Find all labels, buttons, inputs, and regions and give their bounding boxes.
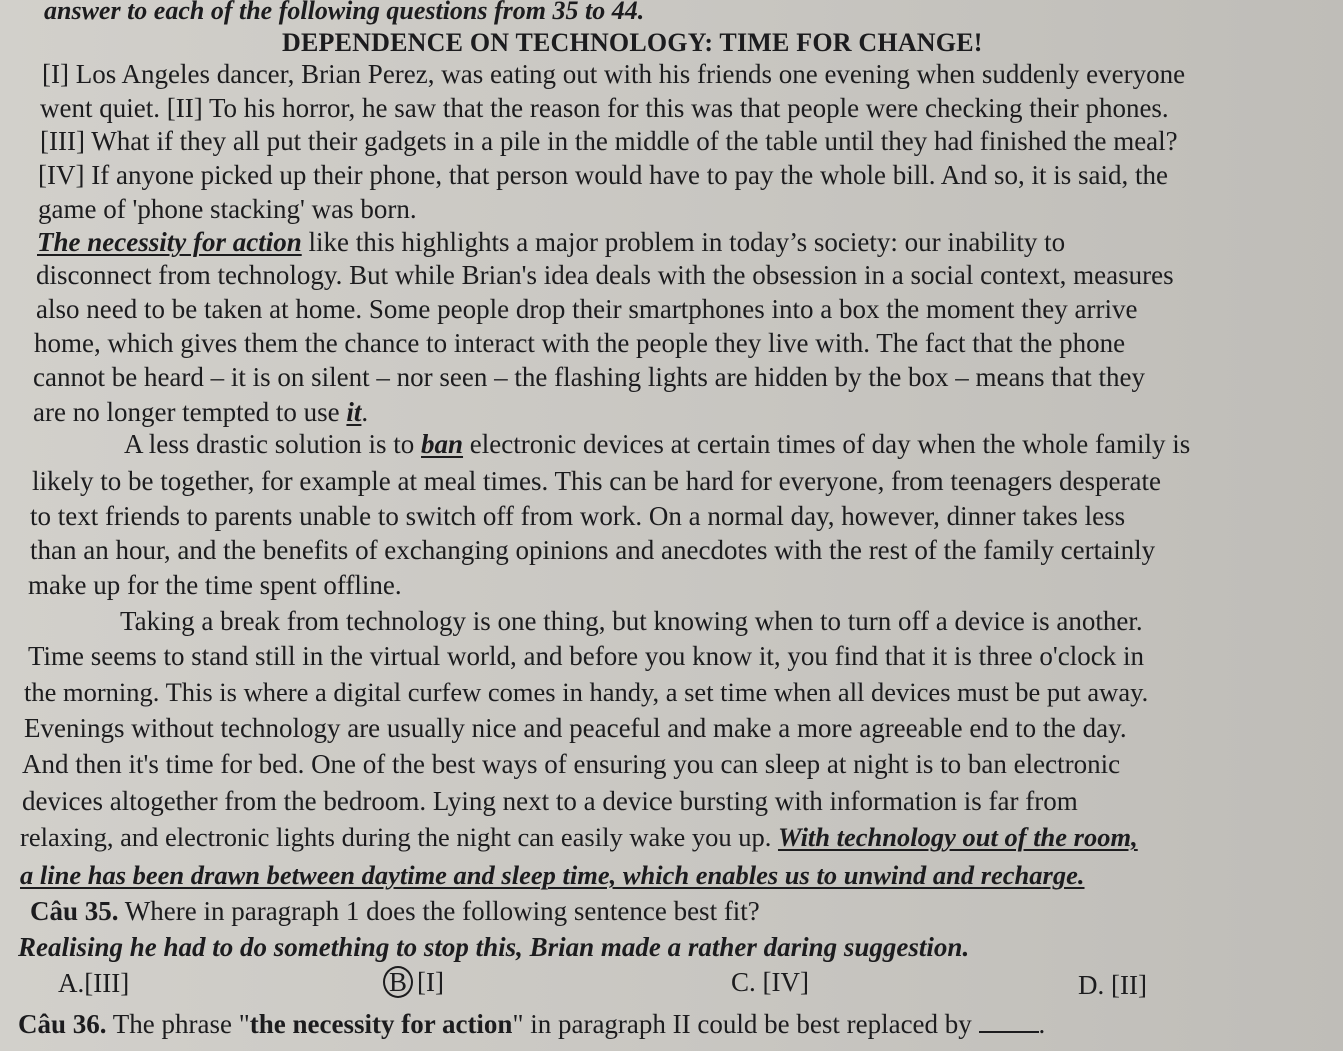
- option-letter: C.: [731, 967, 756, 997]
- para1-line: went quiet. [II] To his horror, he saw that the reason for this was that people were checking their phones.: [40, 93, 1169, 123]
- underlined-word-ban: ban: [421, 429, 464, 459]
- option-a[interactable]: [58, 968, 129, 998]
- underlined-sentence-part2: a line has been drawn between daytime and sleep time, which enables us to unwind and recharge.: [20, 860, 1085, 890]
- passage-title: DEPENDENCE ON TECHNOLOGY: TIME FOR CHANGE!: [282, 28, 983, 57]
- para2-line: disconnect from technology. But while Brian's idea deals with the obsession in a social context, measures: [36, 260, 1174, 290]
- question-36: [18, 1009, 1045, 1039]
- question-35: [30, 896, 760, 926]
- option-d[interactable]: [1078, 970, 1147, 1000]
- para4-line: And then it's time for bed. One of the best ways of ensuring you can sleep at night is to ban electronic: [22, 749, 1121, 779]
- instruction-text: answer to each of the following questions from 35 to 44.: [44, 0, 645, 25]
- option-letter: A.: [58, 968, 85, 998]
- para4-line: Time seems to stand still in the virtual world, and before you know it, you find that it is three o'clock in: [28, 641, 1144, 671]
- para2-last-line-start: are no longer tempted to use: [33, 397, 347, 427]
- para2-line: [33, 397, 368, 427]
- question-35-sentence: Realising he had to do something to stop this, Brian made a rather daring suggestion.: [18, 932, 970, 962]
- para4-line: [20, 822, 1138, 852]
- option-c[interactable]: [731, 967, 809, 997]
- para4-line: devices altogether from the bedroom. Lying next to a device bursting with information is far from: [22, 786, 1078, 816]
- underlined-phrase-necessity: The necessity for action: [37, 227, 302, 257]
- option-text: [III]: [84, 968, 130, 998]
- option-text: [II]: [1111, 970, 1147, 1000]
- question-label: Câu 35.: [30, 896, 119, 926]
- option-b[interactable]: [383, 966, 444, 998]
- para2-line1-rest: like this highlights a major problem in today’s society: our inability to: [301, 227, 1066, 257]
- para2-line: home, which gives them the chance to interact with the people they live with. The fact that the phone: [34, 328, 1126, 358]
- period: .: [1038, 1009, 1046, 1039]
- para4-line7-start: relaxing, and electronic lights during the night can easily wake you up.: [20, 822, 778, 852]
- option-letter: D.: [1078, 970, 1105, 1000]
- question-phrase: the necessity for action: [249, 1009, 513, 1039]
- para4-line: Evenings without technology are usually nice and peaceful and make a more agreeable end to the day.: [24, 713, 1127, 743]
- para1-line: [I] Los Angeles dancer, Brian Perez, was eating out with his friends one evening when suddenly everyone: [42, 59, 1186, 89]
- option-text: [I]: [417, 967, 444, 997]
- para3-line: to text friends to parents unable to switch off from work. On a normal day, however, dinner takes less: [30, 501, 1126, 531]
- para1-line: game of 'phone stacking' was born.: [38, 194, 417, 224]
- answer-blank[interactable]: [979, 1011, 1039, 1033]
- para4-line: Taking a break from technology is one thing, but knowing when to turn off a device is another.: [120, 606, 1143, 636]
- option-text: [IV]: [762, 967, 809, 997]
- question-text-end: " in paragraph II could be best replaced by: [512, 1009, 972, 1039]
- question-text: The phrase ": [106, 1009, 250, 1039]
- para3-line: make up for the time spent offline.: [28, 570, 402, 600]
- para2-line: cannot be heard – it is on silent – nor seen – the flashing lights are hidden by the box – means that they: [33, 362, 1145, 392]
- para3-line: than an hour, and the benefits of exchanging opinions and anecdotes with the rest of the family certainly: [30, 535, 1156, 565]
- period: .: [361, 397, 369, 427]
- para3-line1-end: electronic devices at certain times of day when the whole family is: [463, 429, 1191, 459]
- para2-line: [37, 227, 1065, 257]
- para2-line: also need to be taken at home. Some people drop their smartphones into a box the moment they arrive: [36, 294, 1138, 324]
- option-letter-circled: B: [383, 966, 413, 998]
- underlined-sentence-part1: With technology out of the room,: [777, 822, 1138, 852]
- para3-line1-start: A less drastic solution is to: [124, 429, 421, 459]
- question-label: Câu 36.: [18, 1009, 107, 1039]
- para3-line: [124, 429, 1190, 459]
- para3-line: likely to be together, for example at meal times. This can be hard for everyone, from teenagers desperate: [32, 466, 1161, 496]
- para1-line: [IV] If anyone picked up their phone, that person would have to pay the whole bill. And so, it is said, the: [38, 160, 1169, 190]
- para4-line: the morning. This is where a digital curfew comes in handy, a set time when all devices must be put away.: [24, 677, 1149, 707]
- question-text: Where in paragraph 1 does the following sentence best fit?: [118, 896, 760, 926]
- underlined-word-it: it: [346, 397, 362, 427]
- para1-line: [III] What if they all put their gadgets in a pile in the middle of the table until they had finished the meal?: [40, 126, 1178, 156]
